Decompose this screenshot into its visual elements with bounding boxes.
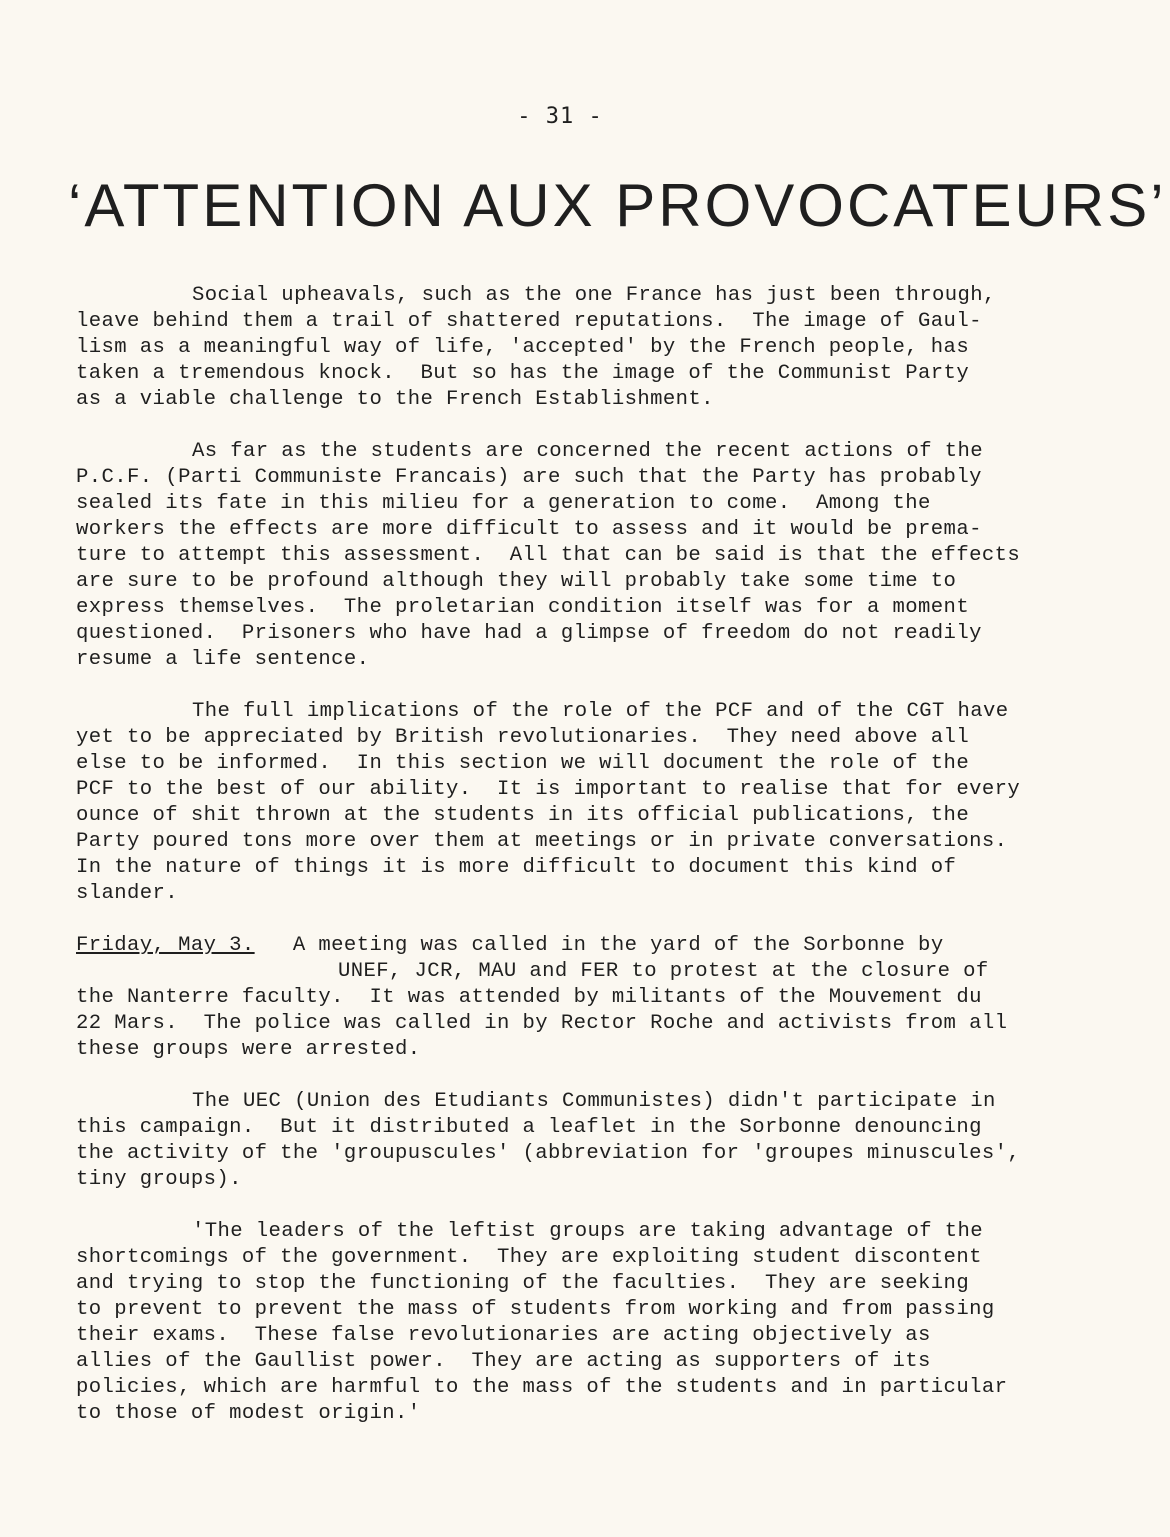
text-line: UNEF, JCR, MAU and FER to protest at the closure of: [338, 960, 989, 983]
text-line: to prevent to prevent the mass of students from working and from passing: [76, 1298, 995, 1321]
text-line: leave behind them a trail of shattered reputations. The image of Gaul-: [76, 310, 982, 333]
text-line: yet to be appreciated by British revolutionaries. They need above all: [76, 726, 970, 749]
paragraph-implications: [76, 699, 1116, 907]
text-line: and trying to stop the functioning of the faculties. They are seeking: [76, 1272, 970, 1295]
document-body: [76, 283, 1116, 1453]
text-line: PCF to the best of our ability. It is important to realise that for every: [76, 778, 1021, 801]
text-line: to those of modest origin.': [76, 1402, 421, 1425]
text-line: else to be informed. In this section we will document the role of the: [76, 752, 970, 775]
text-line: tiny groups).: [76, 1168, 242, 1191]
text-line: shortcomings of the government. They are exploiting student discontent: [76, 1246, 982, 1269]
text-line: slander.: [76, 882, 179, 905]
paragraph-social-upheavals: [76, 283, 1116, 413]
section-title: ‘ATTENTION AUX PROVOCATEURS’: [68, 172, 1167, 239]
text-line: workers the effects are more difficult to assess and it would be prema-: [76, 518, 982, 541]
text-line: Social upheavals, such as the one France has just been through,: [192, 284, 996, 307]
paragraph-students-pcf: [76, 439, 1116, 673]
text-line: ture to attempt this assessment. All that can be said is that the effects: [76, 544, 1021, 567]
text-line: The UEC (Union des Etudiants Communistes) didn't participate in: [192, 1090, 996, 1113]
text-line: Party poured tons more over them at meetings or in private conversations.: [76, 830, 1008, 853]
text-line: P.C.F. (Parti Communiste Francais) are such that the Party has probably: [76, 466, 982, 489]
text-line: The full implications of the role of the PCF and of the CGT have: [192, 700, 1009, 723]
text-line: the activity of the 'groupuscules' (abbreviation for 'groupes minuscules',: [76, 1142, 1021, 1165]
date-label: Friday, May 3.: [76, 934, 255, 957]
text-line: In the nature of things it is more difficult to document this kind of: [76, 856, 957, 879]
text-line: policies, which are harmful to the mass of the students and in particular: [76, 1376, 1008, 1399]
text-line: taken a tremendous knock. But so has the image of the Communist Party: [76, 362, 970, 385]
text-line: as a viable challenge to the French Establishment.: [76, 388, 714, 411]
dated-entry-friday-may-3: [76, 933, 1116, 1063]
text-line: express themselves. The proletarian condition itself was for a moment: [76, 596, 970, 619]
text-line: the Nanterre faculty. It was attended by militants of the Mouvement du: [76, 986, 982, 1009]
text-line: resume a life sentence.: [76, 648, 370, 671]
quoted-leaflet: [76, 1219, 1116, 1427]
text-line: their exams. These false revolutionaries are acting objectively as: [76, 1324, 931, 1347]
text-line: allies of the Gaullist power. They are acting as supporters of its: [76, 1350, 931, 1373]
text-line: A meeting was called in the yard of the Sorbonne by: [254, 934, 944, 957]
text-line: As far as the students are concerned the recent actions of the: [192, 440, 984, 463]
text-line: 22 Mars. The police was called in by Rector Roche and activists from all: [76, 1012, 1008, 1035]
text-line: this campaign. But it distributed a leaflet in the Sorbonne denouncing: [76, 1116, 982, 1139]
text-line: 'The leaders of the leftist groups are taking advantage of the: [192, 1220, 984, 1243]
text-line: questioned. Prisoners who have had a glimpse of freedom do not readily: [76, 622, 982, 645]
text-line: lism as a meaningful way of life, 'accepted' by the French people, has: [76, 336, 970, 359]
text-line: sealed its fate in this milieu for a generation to come. Among the: [76, 492, 931, 515]
text-line: are sure to be profound although they will probably take some time to: [76, 570, 957, 593]
text-line: these groups were arrested.: [76, 1038, 421, 1061]
page-number: - 31 -: [517, 104, 603, 129]
paragraph-uec: [76, 1089, 1116, 1193]
text-line: ounce of shit thrown at the students in its official publications, the: [76, 804, 970, 827]
